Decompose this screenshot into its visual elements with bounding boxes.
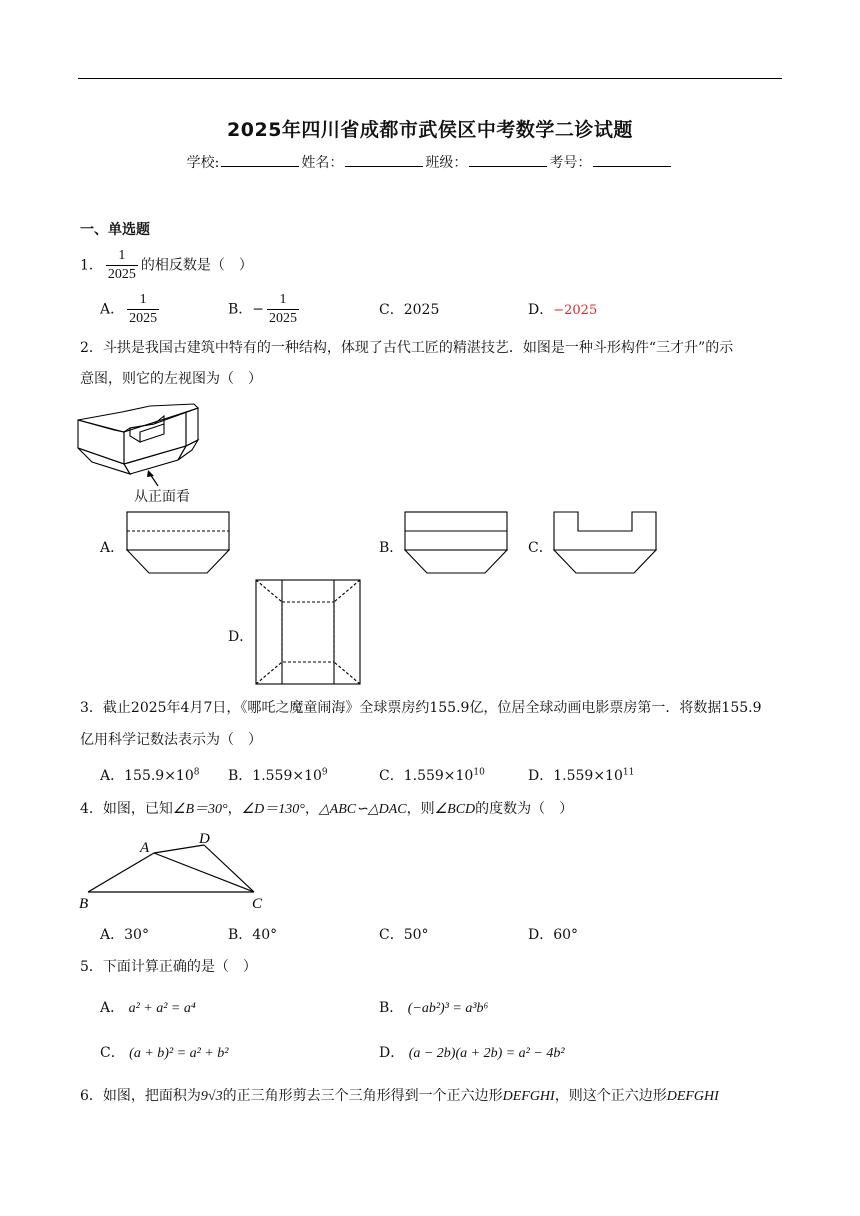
q4-option-a[interactable] — [100, 924, 149, 944]
student-info-line — [0, 152, 860, 172]
q2-option-a-label[interactable]: A． — [100, 540, 125, 556]
option-base: 1.559×10 — [553, 768, 623, 784]
view-direction-label: 从正面看 — [134, 489, 190, 505]
school-label: 学校: — [186, 155, 220, 171]
fraction — [267, 291, 299, 328]
class-blank[interactable] — [469, 153, 547, 167]
q5-option-b[interactable] — [379, 997, 488, 1017]
question-prefix: 6．如图，把面积为 — [80, 1088, 201, 1104]
q2-option-d-label[interactable]: D． — [228, 629, 254, 645]
denominator: 2025 — [129, 311, 158, 326]
option-base: 1.559×10 — [403, 768, 474, 784]
option-label: B． — [228, 301, 253, 318]
option-text: 60° — [553, 927, 579, 943]
point-b: B — [79, 896, 89, 912]
question-mid: ，则 — [406, 801, 435, 817]
option-label: A． — [100, 301, 125, 318]
option-label: D． — [528, 302, 554, 318]
option-label: A． — [100, 768, 125, 784]
denominator: 2025 — [269, 311, 298, 326]
question-1 — [80, 247, 253, 284]
option-exponent: 11 — [622, 767, 635, 778]
q4-option-b[interactable] — [228, 924, 277, 944]
hexagon-name: DEFGHI — [666, 1089, 719, 1104]
separator: ， — [304, 801, 319, 817]
exam-no-blank[interactable] — [593, 153, 671, 167]
q3-option-d[interactable] — [528, 765, 634, 785]
option-label: C． — [100, 1045, 125, 1061]
point-a: A — [140, 840, 150, 856]
minus-sign: − — [252, 301, 265, 318]
fraction — [106, 247, 138, 284]
question-5: 5．下面计算正确的是（ ） — [80, 959, 257, 975]
option-label: D． — [528, 768, 554, 784]
numerator: 1 — [118, 248, 126, 263]
option-label: B． — [379, 1000, 404, 1016]
separator: ， — [227, 801, 242, 817]
page-title: 2025年四川省成都市武侯区中考数学二诊试题 — [227, 119, 633, 141]
name-blank[interactable] — [345, 153, 423, 167]
option-text: 2025 — [403, 302, 440, 318]
q4-option-d[interactable] — [528, 924, 578, 944]
option-label: C． — [379, 302, 404, 318]
numerator: 1 — [279, 292, 287, 307]
question-3-line-1: 3．截止2025年4月7日，《哪吒之魔童闹海》全球票房约155.9亿，位居全球动画电影票房第一．将数据155.9 — [80, 700, 762, 716]
numerator: 1 — [139, 292, 147, 307]
q1-option-c[interactable] — [379, 299, 439, 319]
q2-option-a-figure[interactable] — [125, 510, 233, 576]
denominator: 2025 — [107, 267, 136, 282]
point-d: D — [199, 831, 210, 847]
question-text: 的相反数是（ ） — [140, 257, 253, 274]
question-mid-2: ，则这个正六边形 — [554, 1088, 667, 1104]
option-text: 50° — [403, 927, 429, 943]
option-exponent: 9 — [321, 767, 328, 778]
option-label: B． — [228, 927, 253, 943]
option-base: 1.559×10 — [252, 768, 322, 784]
class-label: 班级： — [425, 155, 468, 171]
option-expression: a² + a² = a⁴ — [128, 1001, 196, 1016]
question-6 — [80, 1081, 719, 1112]
q4-option-c[interactable] — [379, 924, 429, 944]
q2-option-d-figure[interactable] — [254, 578, 364, 688]
option-label: C． — [379, 927, 404, 943]
question-prefix: 4．如图，已知 — [80, 801, 173, 817]
option-label: C． — [379, 768, 404, 784]
option-text: 40° — [252, 927, 278, 943]
q2-option-c-figure[interactable] — [552, 510, 660, 576]
option-label: B． — [228, 768, 253, 784]
hexagon-name: DEFGHI — [502, 1089, 555, 1104]
option-text: 30° — [124, 927, 149, 943]
condition-similar: △ABC∽△DAC — [318, 802, 407, 817]
option-expression: (a − 2b)(a + 2b) = a² − 4b² — [408, 1046, 565, 1061]
school-blank[interactable] — [221, 153, 299, 167]
question-3-line-2: 亿用科学记数法表示为（ ） — [80, 732, 262, 748]
q2-option-b-figure[interactable] — [403, 510, 511, 576]
q5-option-d[interactable] — [379, 1042, 565, 1062]
header-rule — [78, 78, 782, 79]
question-2-line-2: 意图，则它的左视图为（ ） — [80, 371, 262, 387]
question-number: 1． — [80, 257, 103, 274]
q2-option-b-label[interactable]: B． — [379, 540, 404, 556]
option-text: −2025 — [553, 303, 598, 318]
option-label: D． — [379, 1045, 405, 1061]
question-suffix: 的度数为（ ） — [475, 801, 574, 817]
option-label: A． — [100, 1000, 125, 1016]
point-c: C — [252, 896, 263, 912]
q3-option-a[interactable] — [100, 765, 199, 785]
q1-option-d[interactable] — [528, 299, 597, 319]
triangle-area: 9√3 — [200, 1089, 223, 1104]
question-4 — [80, 794, 573, 825]
question-2-line-1: 2．斗拱是我国古建筑中特有的一种结构，体现了古代工匠的精湛技艺．如图是一种斗形构件“三才升”的示 — [80, 340, 734, 356]
q4-triangle-figure — [76, 828, 276, 912]
exam-no-label: 考号： — [549, 155, 592, 171]
q3-option-b[interactable] — [228, 765, 328, 785]
name-label: 姓名： — [301, 155, 344, 171]
option-label: A． — [100, 927, 125, 943]
q3-option-c[interactable] — [379, 765, 485, 785]
fraction — [127, 291, 159, 328]
option-expression: (−ab²)³ = a³b⁶ — [407, 1001, 489, 1016]
condition-angle-d: ∠D＝130° — [241, 802, 305, 817]
target-angle: ∠BCD — [434, 802, 476, 817]
option-base: 155.9×10 — [124, 768, 194, 784]
question-mid: 的正三角形剪去三个三角形得到一个正六边形 — [222, 1088, 503, 1104]
option-expression: (a + b)² = a² + b² — [129, 1046, 229, 1061]
q5-option-a[interactable] — [100, 997, 196, 1017]
q1-option-a[interactable] — [100, 291, 162, 328]
condition-angle-b: ∠B＝30° — [172, 802, 228, 817]
section-title: 一、单选题 — [80, 222, 150, 238]
option-label: D． — [528, 927, 554, 943]
option-exponent: 8 — [193, 767, 200, 778]
q5-option-c[interactable] — [100, 1042, 228, 1062]
option-exponent: 10 — [473, 767, 485, 778]
q2-option-c-label[interactable]: C． — [528, 540, 553, 556]
q1-option-b[interactable] — [228, 291, 302, 328]
